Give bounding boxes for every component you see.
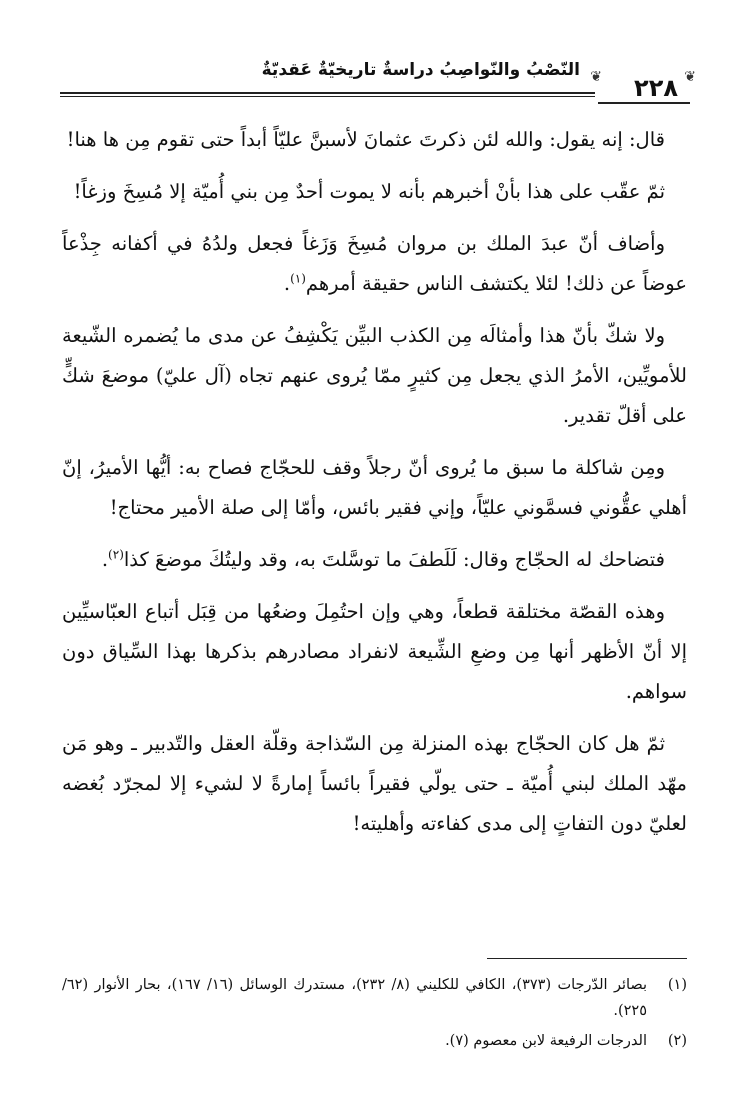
header-rule-thin — [60, 96, 595, 97]
footnotes — [62, 972, 687, 1058]
footnote-text: بصائر الدّرجات (٣٧٣)، الكافي للكليني (٨/ ٢٣٢)، مستدرك الوسائل (١٦/ ١٦٧)، بحار الأنوار (٦٢/ ٢٢٥). — [62, 977, 648, 1019]
paragraph: فتضاحك له الحجّاج وقال: لَلَطفَ ما توسَّلتَ به، وقد وليتُكَ موضعَ كذا$^{(٢)}$. — [101, 547, 665, 571]
page-number: ٢٢٨ — [634, 74, 678, 102]
footnote-text: الدرجات الرفيعة لابن معصوم (٧). — [445, 1033, 647, 1049]
running-title: النّصْبُ والنّواصِبُ دراسةٌ تاريخيّةٌ عَقديّةٌ — [261, 60, 580, 80]
paragraph: ومِن شاكلة ما سبق ما يُروى أنّ رجلاً وقف للحجّاج فصاح به: أيُّها الأميرُ، إنّ أهلي عقُّوني فسمَّوني عليّاً، وإني فقير بائس، وأمّا إلى صلة الأمير محتاج! — [62, 456, 687, 519]
floral-ornament-icon: ❦ — [684, 69, 696, 85]
floral-ornament-icon: ❦ — [590, 69, 602, 85]
paragraph: وهذه القصّة مختلقة قطعاً، وهي وإن احتُمِلَ وضعُها من قِبَل أتباع العبّاسيِّين إلا أنّ الأظهر أنها مِن وضعِ الشِّيعة لانفراد مصادرهم بذكرها بهذا السِّياق دون سواهم. — [62, 600, 687, 703]
main-text — [62, 120, 687, 856]
footnote — [62, 972, 687, 1024]
footnote-ref[interactable]: (٢) — [108, 547, 124, 562]
footnote-separator — [487, 958, 687, 959]
footnote-number: (١) — [667, 977, 687, 993]
paragraph: قال: إنه يقول: والله لئن ذكرتَ عثمانَ لأسبنَّ عليّاً أبداً حتى تقوم مِن ها هنا! — [66, 128, 665, 151]
paragraph: ولا شكّ بأنّ هذا وأمثالَه مِن الكذب البيِّن يَكْشِفُ عن مدى ما يُضمره الشّيعة للأمويِّين، الأمرُ الذي يجعل مِن كثيرٍ ممّا يُروى عنهم تجاه (آل عليّ) موضعَ شكٍّ على أقلّ تقدير. — [62, 324, 687, 427]
page-header — [60, 52, 696, 112]
paragraph: وأضاف أنّ عبدَ الملك بن مروان مُسِخَ وَزَغاً فجعل ولدُهُ في أكفانه جِذْعاً عوضاً عن ذلك! لئلا يكتشف الناس حقيقة أمرهم$^{(١)}$. — [62, 232, 687, 295]
paragraph: ثمّ هل كان الحجّاج بهذه المنزلة مِن السّذاجة وقلّة العقل والتّدبير ـ وهو مَن مهّد الملك لبني أُميّة ـ حتى يولّي فقيراً بائساً إمارةً لا لشيء إلا لمجرّد بُغضه لعليّ دون التفاتٍ إلى مدى كفاءته وأهليته! — [62, 732, 687, 835]
footnote-number: (٢) — [667, 1033, 687, 1049]
footnote — [62, 1028, 687, 1054]
paragraph: ثمّ عقّب على هذا بأنْ أخبرهم بأنه لا يموت أحدٌ مِن بني أُميّة إلا مُسِخَ وزغاً! — [73, 180, 665, 203]
footnote-ref[interactable]: (١) — [290, 271, 306, 286]
header-rule — [60, 92, 595, 94]
